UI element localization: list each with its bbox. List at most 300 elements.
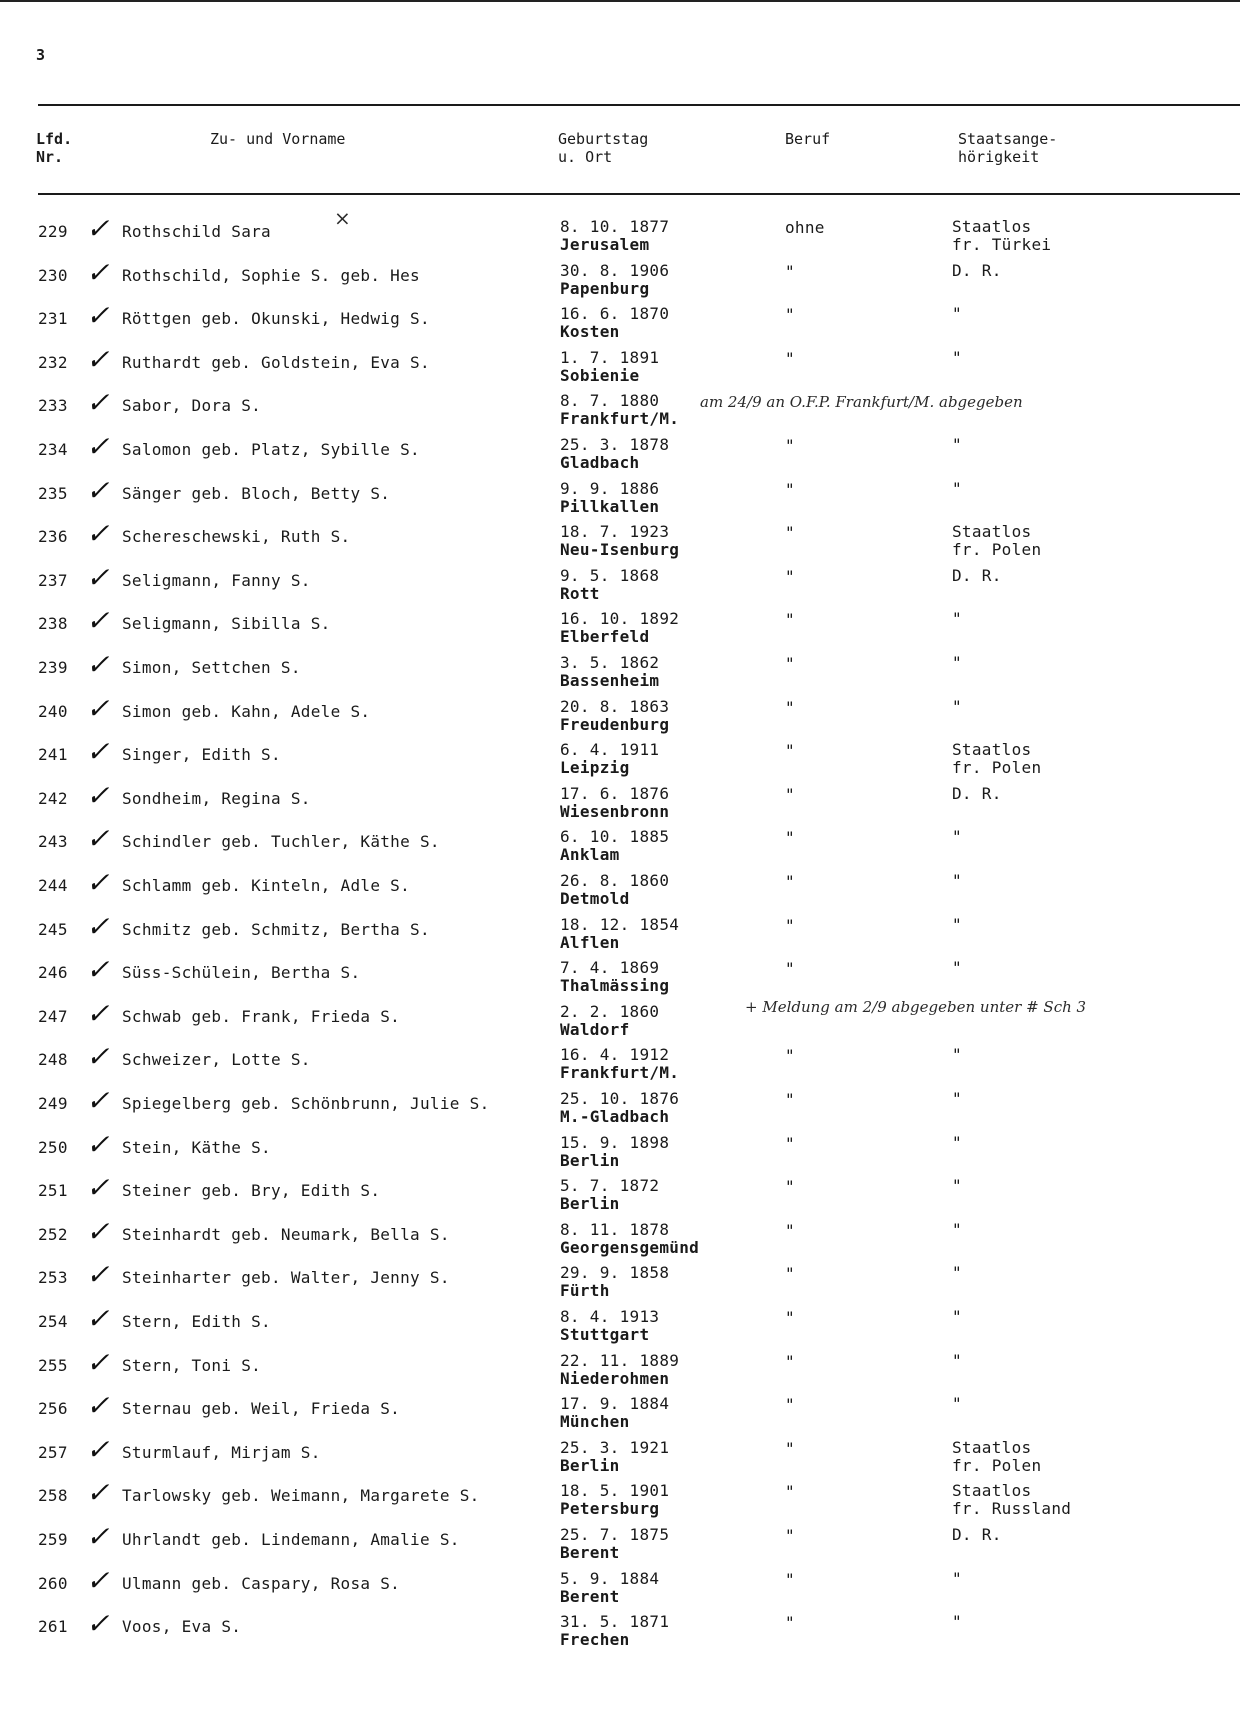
- occupation: ": [785, 1526, 795, 1545]
- occupation: ": [785, 741, 795, 760]
- nationality-line-1: ": [952, 1307, 962, 1326]
- check-mark-icon: ✓: [86, 1346, 110, 1379]
- check-mark-icon: ✓: [86, 910, 110, 943]
- nationality: [952, 1046, 962, 1064]
- birth-place: Bassenheim: [560, 671, 660, 690]
- table-row: [0, 1040, 1240, 1086]
- occupation: ohne: [785, 218, 825, 237]
- occupation: ": [785, 1352, 795, 1371]
- nationality: [952, 1134, 962, 1152]
- birth-place: Thalmässing: [560, 976, 670, 995]
- nationality-line-1: ": [952, 1394, 962, 1413]
- occupation: ": [785, 1439, 795, 1458]
- person-name: Seligmann, Fanny S.: [122, 571, 311, 590]
- row-number: 246: [38, 963, 68, 982]
- nationality-line-1: ": [952, 1351, 962, 1370]
- nationality-line-1: ": [952, 1263, 962, 1282]
- person-name: Sondheim, Regina S.: [122, 789, 311, 808]
- check-mark-icon: ✓: [86, 1607, 110, 1640]
- birth-place: Gladbach: [560, 453, 640, 472]
- occupation: ": [785, 1264, 795, 1283]
- table-row: [0, 1084, 1240, 1130]
- birth-date-place: [560, 654, 659, 690]
- header-staat: Staatsange- hörigkeit: [958, 130, 1058, 166]
- birth-date-place: [560, 567, 659, 603]
- birth-place: Berlin: [560, 1194, 620, 1213]
- birth-place: Georgensgemünd: [560, 1238, 700, 1257]
- nationality-line-1: ": [952, 827, 962, 846]
- birth-date: 18. 12. 1854: [560, 915, 680, 934]
- birth-place: Papenburg: [560, 279, 650, 298]
- birth-date-place: [560, 1046, 679, 1082]
- nationality: [952, 262, 1002, 280]
- check-mark-icon: ✓: [86, 822, 110, 855]
- birth-date-place: [560, 218, 669, 254]
- nationality: [952, 1308, 962, 1326]
- header-beruf: Beruf: [785, 130, 831, 148]
- nationality: [952, 436, 962, 454]
- row-number: 255: [38, 1356, 68, 1375]
- table-row: [0, 1520, 1240, 1566]
- birth-date-place: [560, 1352, 679, 1388]
- occupation: ": [785, 349, 795, 368]
- person-name: Voos, Eva S.: [122, 1617, 242, 1636]
- nationality: [952, 305, 962, 323]
- header-bottom-rule: [38, 193, 1240, 195]
- person-name: Stein, Käthe S.: [122, 1138, 271, 1157]
- person-name: Schwab geb. Frank, Frieda S.: [122, 1007, 401, 1026]
- birth-date: 7. 4. 1869: [560, 958, 660, 977]
- nationality-line-2: fr. Polen: [952, 1456, 1042, 1475]
- table-row: [0, 910, 1240, 956]
- row-number: 235: [38, 484, 68, 503]
- table-row: [0, 1346, 1240, 1392]
- birth-date-place: [560, 872, 669, 908]
- occupation: ": [785, 1177, 795, 1196]
- row-number: 258: [38, 1486, 68, 1505]
- person-name: Sturmlauf, Mirjam S.: [122, 1443, 321, 1462]
- row-number: 248: [38, 1050, 68, 1069]
- nationality-line-1: D. R.: [952, 1525, 1002, 1544]
- nationality: [952, 741, 1041, 777]
- check-mark-icon: ✓: [86, 692, 110, 725]
- nationality: [952, 1264, 962, 1282]
- occupation: ": [785, 610, 795, 629]
- person-name: Seligmann, Sibilla S.: [122, 614, 331, 633]
- table-row: [0, 1171, 1240, 1217]
- occupation: ": [785, 872, 795, 891]
- birth-date: 29. 9. 1858: [560, 1263, 670, 1282]
- check-mark-icon: ✓: [86, 212, 110, 245]
- table-row: [0, 604, 1240, 650]
- occupation: ": [785, 262, 795, 281]
- row-number: 250: [38, 1138, 68, 1157]
- check-mark-icon: ✓: [86, 1520, 110, 1553]
- birth-date-place: [560, 523, 679, 559]
- nationality-line-1: ": [952, 1133, 962, 1152]
- birth-date-place: [560, 262, 669, 298]
- birth-date-place: [560, 1264, 669, 1300]
- nationality-line-1: ": [952, 1089, 962, 1108]
- nationality: [952, 916, 962, 934]
- row-number: 232: [38, 353, 68, 372]
- birth-date: 17. 6. 1876: [560, 784, 670, 803]
- cross-mark: ×: [334, 206, 351, 230]
- birth-date: 6. 4. 1911: [560, 740, 660, 759]
- birth-place: München: [560, 1412, 630, 1431]
- nationality: [952, 1352, 962, 1370]
- nationality-line-2: fr. Russland: [952, 1499, 1072, 1518]
- check-mark-icon: ✓: [86, 430, 110, 463]
- page-top-border: [0, 0, 1240, 2]
- birth-date: 5. 9. 1884: [560, 1569, 660, 1588]
- occupation: ": [785, 1395, 795, 1414]
- nationality-line-1: ": [952, 304, 962, 323]
- row-number: 244: [38, 876, 68, 895]
- person-name: Stern, Toni S.: [122, 1356, 262, 1375]
- check-mark-icon: ✓: [86, 1476, 110, 1509]
- person-name: Schereschewski, Ruth S.: [122, 527, 351, 546]
- row-number: 236: [38, 527, 68, 546]
- occupation: ": [785, 828, 795, 847]
- nationality-line-1: ": [952, 915, 962, 934]
- row-number: 259: [38, 1530, 68, 1549]
- nationality-line-2: fr. Polen: [952, 540, 1042, 559]
- header-top-rule: [38, 104, 1240, 106]
- birth-date: 8. 10. 1877: [560, 217, 670, 236]
- row-number: 243: [38, 832, 68, 851]
- occupation: ": [785, 1308, 795, 1327]
- nationality-line-1: Staatlos: [952, 1481, 1032, 1500]
- header-name: Zu- und Vorname: [210, 130, 346, 148]
- person-name: Spiegelberg geb. Schönbrunn, Julie S.: [122, 1094, 490, 1113]
- check-mark-icon: ✓: [86, 474, 110, 507]
- birth-place: Elberfeld: [560, 627, 650, 646]
- birth-date: 6. 10. 1885: [560, 827, 670, 846]
- birth-date-place: [560, 436, 669, 472]
- person-name: Steinhardt geb. Neumark, Bella S.: [122, 1225, 450, 1244]
- check-mark-icon: ✓: [86, 343, 110, 376]
- person-name: Simon geb. Kahn, Adele S.: [122, 702, 371, 721]
- row-number: 257: [38, 1443, 68, 1462]
- row-number: 230: [38, 266, 68, 285]
- occupation: ": [785, 916, 795, 935]
- header-birth: Geburtstag u. Ort: [558, 130, 649, 166]
- birth-date: 8. 11. 1878: [560, 1220, 670, 1239]
- table-row: [0, 561, 1240, 607]
- person-name: Salomon geb. Platz, Sybille S.: [122, 440, 420, 459]
- occupation: ": [785, 785, 795, 804]
- row-number: 245: [38, 920, 68, 939]
- table-row: [0, 256, 1240, 302]
- table-row: [0, 517, 1240, 563]
- birth-place: Alflen: [560, 933, 620, 952]
- person-name: Rothschild, Sophie S. geb. Hes: [122, 266, 420, 285]
- nationality-line-1: D. R.: [952, 566, 1002, 585]
- birth-date-place: [560, 305, 669, 341]
- nationality-line-2: fr. Polen: [952, 758, 1042, 777]
- occupation: ": [785, 480, 795, 499]
- person-name: Röttgen geb. Okunski, Hedwig S.: [122, 309, 430, 328]
- birth-place: Niederohmen: [560, 1369, 670, 1388]
- row-number: 261: [38, 1617, 68, 1636]
- birth-place: Jerusalem: [560, 235, 650, 254]
- nationality: [952, 610, 962, 628]
- person-name: Tarlowsky geb. Weimann, Margarete S.: [122, 1486, 480, 1505]
- person-name: Simon, Settchen S.: [122, 658, 301, 677]
- check-mark-icon: ✓: [86, 386, 110, 419]
- birth-place: Fürth: [560, 1281, 610, 1300]
- table-row: [0, 1302, 1240, 1348]
- nationality-line-1: Staatlos: [952, 522, 1032, 541]
- occupation: ": [785, 1570, 795, 1589]
- check-mark-icon: ✓: [86, 1433, 110, 1466]
- table-row: [0, 1564, 1240, 1610]
- birth-date-place: [560, 610, 679, 646]
- row-number: 239: [38, 658, 68, 677]
- table-row: [0, 299, 1240, 345]
- birth-date: 25. 3. 1878: [560, 435, 670, 454]
- person-name: Sternau geb. Weil, Frieda S.: [122, 1399, 401, 1418]
- check-mark-icon: ✓: [86, 517, 110, 550]
- nationality: [952, 218, 1051, 254]
- birth-date: 18. 5. 1901: [560, 1481, 670, 1500]
- occupation: ": [785, 436, 795, 455]
- person-name: Sänger geb. Bloch, Betty S.: [122, 484, 391, 503]
- birth-date: 16. 6. 1870: [560, 304, 670, 323]
- birth-date-place: [560, 1395, 669, 1431]
- birth-date-place: [560, 828, 669, 864]
- birth-date: 17. 9. 1884: [560, 1394, 670, 1413]
- page-number: 3: [36, 46, 46, 64]
- person-name: Schmitz geb. Schmitz, Bertha S.: [122, 920, 430, 939]
- birth-date: 31. 5. 1871: [560, 1612, 670, 1631]
- nationality-line-1: ": [952, 348, 962, 367]
- check-mark-icon: ✓: [86, 1215, 110, 1248]
- row-number: 249: [38, 1094, 68, 1113]
- check-mark-icon: ✓: [86, 735, 110, 768]
- row-number: 254: [38, 1312, 68, 1331]
- birth-place: Wiesenbronn: [560, 802, 670, 821]
- birth-date: 18. 7. 1923: [560, 522, 670, 541]
- birth-date: 30. 8. 1906: [560, 261, 670, 280]
- table-row: [0, 1258, 1240, 1304]
- nationality: [952, 1482, 1071, 1518]
- check-mark-icon: ✓: [86, 561, 110, 594]
- birth-place: Petersburg: [560, 1499, 660, 1518]
- nationality-line-1: ": [952, 1220, 962, 1239]
- birth-place: Frankfurt/M.: [560, 409, 680, 428]
- occupation: ": [785, 1090, 795, 1109]
- nationality-line-1: Staatlos: [952, 740, 1032, 759]
- person-name: Stern, Edith S.: [122, 1312, 271, 1331]
- occupation: ": [785, 1221, 795, 1240]
- table-row: [0, 1607, 1240, 1653]
- row-number: 234: [38, 440, 68, 459]
- check-mark-icon: ✓: [86, 1084, 110, 1117]
- birth-date-place: [560, 916, 679, 952]
- birth-date: 26. 8. 1860: [560, 871, 670, 890]
- nationality-line-1: ": [952, 1569, 962, 1588]
- birth-date: 16. 10. 1892: [560, 609, 680, 628]
- row-number: 238: [38, 614, 68, 633]
- table-row: [0, 430, 1240, 476]
- person-name: Rothschild Sara: [122, 222, 271, 241]
- person-name: Schweizer, Lotte S.: [122, 1050, 311, 1069]
- birth-date: 25. 7. 1875: [560, 1525, 670, 1544]
- nationality-line-1: Staatlos: [952, 217, 1032, 236]
- birth-place: Leipzig: [560, 758, 630, 777]
- row-number: 241: [38, 745, 68, 764]
- nationality-line-1: ": [952, 435, 962, 454]
- person-name: Steiner geb. Bry, Edith S.: [122, 1181, 381, 1200]
- nationality-line-1: ": [952, 958, 962, 977]
- birth-date-place: [560, 785, 669, 821]
- row-number: 253: [38, 1268, 68, 1287]
- nationality-line-1: ": [952, 1176, 962, 1195]
- birth-date-place: [560, 392, 679, 428]
- birth-date-place: [560, 1221, 699, 1257]
- row-number: 233: [38, 396, 68, 415]
- person-name: Sabor, Dora S.: [122, 396, 262, 415]
- birth-place: Rott: [560, 584, 600, 603]
- nationality-line-1: ": [952, 1045, 962, 1064]
- nationality-line-1: ": [952, 653, 962, 672]
- nationality: [952, 349, 962, 367]
- birth-date: 1. 7. 1891: [560, 348, 660, 367]
- person-name: Schindler geb. Tuchler, Käthe S.: [122, 832, 440, 851]
- nationality: [952, 1526, 1002, 1544]
- nationality: [952, 1395, 962, 1413]
- occupation: ": [785, 698, 795, 717]
- table-row: [0, 1128, 1240, 1174]
- row-number: 260: [38, 1574, 68, 1593]
- table-row: [0, 1433, 1240, 1479]
- birth-date-place: [560, 959, 669, 995]
- birth-date-place: [560, 1134, 669, 1170]
- person-name: Steinharter geb. Walter, Jenny S.: [122, 1268, 450, 1287]
- check-mark-icon: ✓: [86, 997, 110, 1030]
- birth-place: Kosten: [560, 322, 620, 341]
- occupation: ": [785, 1046, 795, 1065]
- table-row: [0, 1389, 1240, 1435]
- birth-place: Waldorf: [560, 1020, 630, 1039]
- birth-date: 9. 9. 1886: [560, 479, 660, 498]
- person-name: Süss-Schülein, Bertha S.: [122, 963, 361, 982]
- nationality: [952, 698, 962, 716]
- birth-place: Berlin: [560, 1151, 620, 1170]
- birth-place: M.-Gladbach: [560, 1107, 670, 1126]
- nationality: [952, 1570, 962, 1588]
- check-mark-icon: ✓: [86, 256, 110, 289]
- check-mark-icon: ✓: [86, 604, 110, 637]
- birth-date: 9. 5. 1868: [560, 566, 660, 585]
- occupation: ": [785, 1134, 795, 1153]
- row-number: 240: [38, 702, 68, 721]
- check-mark-icon: ✓: [86, 648, 110, 681]
- occupation: ": [785, 959, 795, 978]
- nationality-line-1: ": [952, 609, 962, 628]
- table-row: [0, 212, 1240, 258]
- birth-date-place: [560, 1613, 669, 1649]
- check-mark-icon: ✓: [86, 779, 110, 812]
- table-row: [0, 1215, 1240, 1261]
- birth-place: Berent: [560, 1587, 620, 1606]
- nationality: [952, 1177, 962, 1195]
- birth-date: 16. 4. 1912: [560, 1045, 670, 1064]
- birth-date: 20. 8. 1863: [560, 697, 670, 716]
- nationality-line-1: ": [952, 479, 962, 498]
- table-row: [0, 779, 1240, 825]
- nationality: [952, 828, 962, 846]
- row-number: 231: [38, 309, 68, 328]
- occupation: ": [785, 654, 795, 673]
- birth-date: 8. 7. 1880: [560, 391, 660, 410]
- birth-place: Freudenburg: [560, 715, 670, 734]
- person-name: Ulmann geb. Caspary, Rosa S.: [122, 1574, 401, 1593]
- birth-place: Sobienie: [560, 366, 640, 385]
- nationality-line-2: fr. Türkei: [952, 235, 1052, 254]
- nationality: [952, 959, 962, 977]
- birth-date-place: [560, 741, 659, 777]
- occupation: ": [785, 523, 795, 542]
- birth-place: Berent: [560, 1543, 620, 1562]
- birth-place: Berlin: [560, 1456, 620, 1475]
- nationality: [952, 872, 962, 890]
- birth-place: Neu-Isenburg: [560, 540, 680, 559]
- check-mark-icon: ✓: [86, 866, 110, 899]
- check-mark-icon: ✓: [86, 1564, 110, 1597]
- occupation: ": [785, 305, 795, 324]
- occupation: ": [785, 1613, 795, 1632]
- birth-date-place: [560, 349, 659, 385]
- birth-date-place: [560, 1003, 659, 1039]
- row-number: 251: [38, 1181, 68, 1200]
- occupation: ": [785, 1482, 795, 1501]
- birth-date-place: [560, 1570, 659, 1606]
- table-row: [0, 692, 1240, 738]
- table-row: [0, 474, 1240, 520]
- check-mark-icon: ✓: [86, 1171, 110, 1204]
- table-row: [0, 866, 1240, 912]
- birth-date-place: [560, 1177, 659, 1213]
- nationality-line-1: Staatlos: [952, 1438, 1032, 1457]
- nationality: [952, 1090, 962, 1108]
- table-row: [0, 386, 1240, 432]
- header-lfd-nr: Lfd. Nr.: [36, 130, 73, 166]
- table-row: [0, 953, 1240, 999]
- birth-place: Stuttgart: [560, 1325, 650, 1344]
- row-number: 242: [38, 789, 68, 808]
- birth-place: Pillkallen: [560, 497, 660, 516]
- nationality: [952, 523, 1041, 559]
- birth-place: Detmold: [560, 889, 630, 908]
- birth-date-place: [560, 698, 669, 734]
- birth-date: 25. 10. 1876: [560, 1089, 680, 1108]
- birth-date: 3. 5. 1862: [560, 653, 660, 672]
- birth-date: 8. 4. 1913: [560, 1307, 660, 1326]
- check-mark-icon: ✓: [86, 1040, 110, 1073]
- row-number: 237: [38, 571, 68, 590]
- nationality-line-1: D. R.: [952, 261, 1002, 280]
- nationality: [952, 1613, 962, 1631]
- nationality-line-1: D. R.: [952, 784, 1002, 803]
- birth-date: 5. 7. 1872: [560, 1176, 660, 1195]
- person-name: Ruthardt geb. Goldstein, Eva S.: [122, 353, 430, 372]
- nationality: [952, 654, 962, 672]
- annotation-row-233: am 24/9 an O.F.P. Frankfurt/M. abgegeben: [700, 393, 1023, 411]
- birth-place: Frankfurt/M.: [560, 1063, 680, 1082]
